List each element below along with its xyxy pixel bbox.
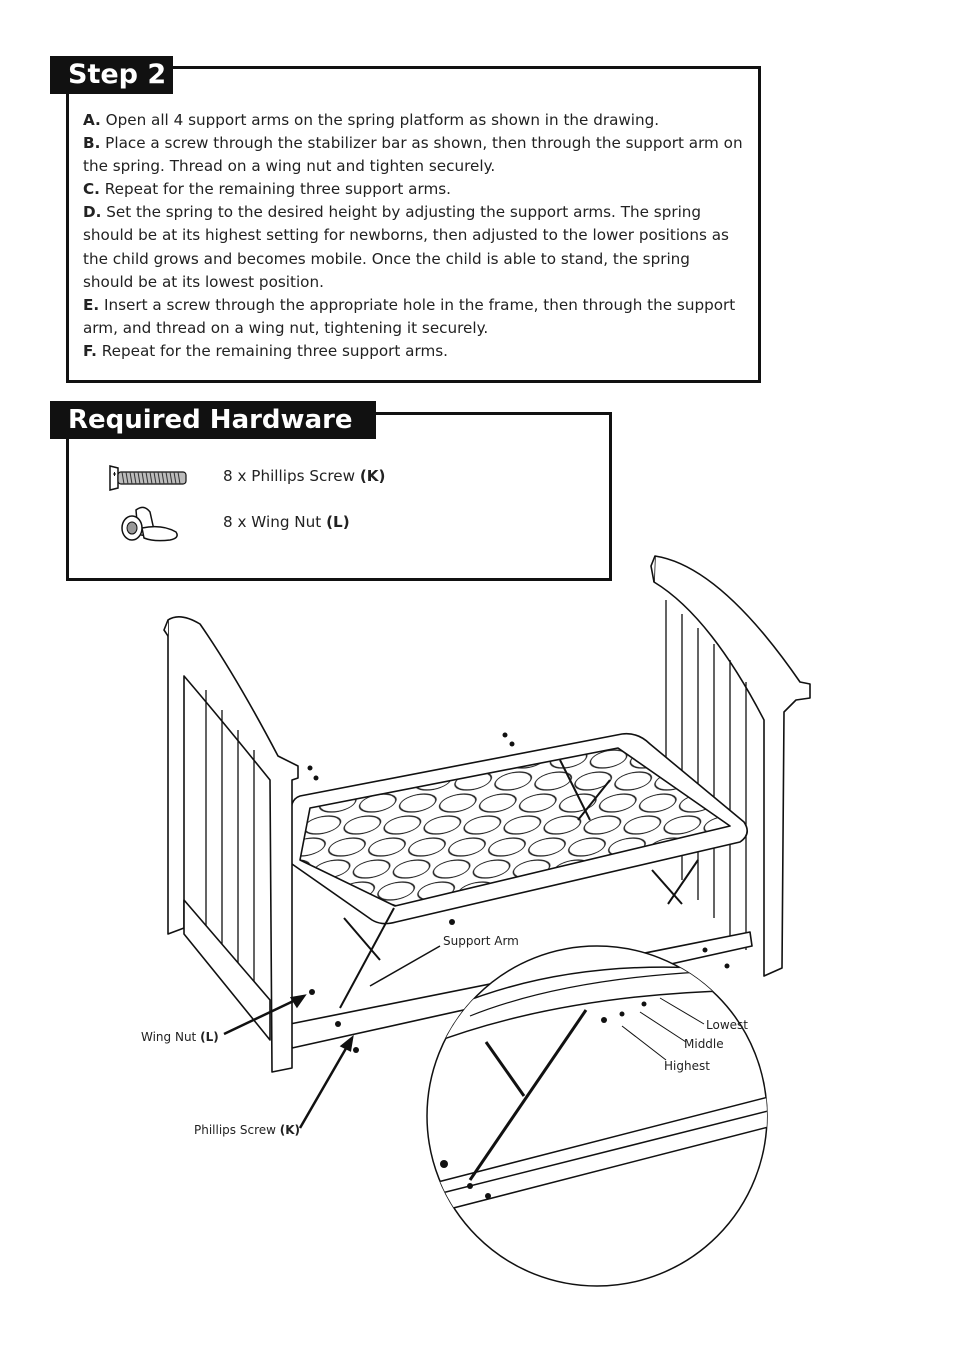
crib-assembly-diagram [0,540,954,1300]
wing-nut-label: Wing Nut (L) [141,1030,219,1044]
instruction-f: F. Repeat for the remaining three support arms. [83,341,448,360]
hardware-title: Required Hardware [50,401,376,439]
phillips-screw-label: Phillips Screw (K) [194,1123,301,1137]
instruction-e: E. Insert a screw through the appropriate hole in the frame, then through the support arm, and thread on a wing nut, tightening it securely. [83,295,736,337]
instruction-b: B. Place a screw through the stabilizer bar as shown, then through the support arm on the spring. Thread on a wing nut and tighten securely. [83,134,743,176]
support-arm-label: Support Arm [443,934,519,948]
hardware-item-wing-nut: 8 x Wing Nut (L) [223,513,350,531]
step-instructions [83,109,743,363]
step-title: Step 2 [50,56,173,94]
lowest-label: Lowest [706,1018,748,1032]
middle-label: Middle [684,1037,724,1051]
instruction-a: A. Open all 4 support arms on the spring platform as shown in the drawing. [83,111,660,129]
instruction-d: D. Set the spring to the desired height by adjusting the support arms. The spring should be at its highest setting for newborns, then adjusted to the lower positions as the child grows and becomes mobile. Once the child is able to stand, the spring should be at its lowest position. [83,203,729,291]
highest-label: Highest [664,1059,710,1073]
hardware-item-screw: 8 x Phillips Screw (K) [223,467,386,485]
instruction-c: C. Repeat for the remaining three support arms. [83,180,451,199]
screw-icon [104,462,192,494]
